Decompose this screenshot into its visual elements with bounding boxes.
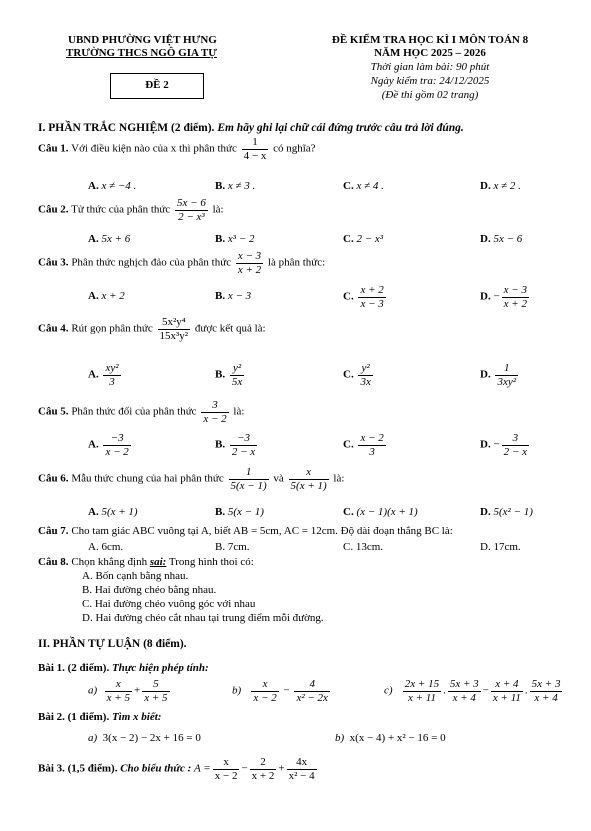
fraction [358,362,372,388]
question-label: Câu 1. [38,142,69,155]
option-value: x ≠ 3 . [227,180,256,192]
option-value: x ≠ −4 . [101,180,137,192]
option-letter: D. [480,368,491,381]
fraction [158,316,191,342]
option-letter: C. [343,506,354,518]
dot-operator: . [443,684,446,697]
part-label: a) [88,732,98,744]
denominator: x − 2 [253,691,277,704]
option-letter: D. [480,506,491,518]
exercise-3 [38,756,319,782]
denominator: 15x³y² [159,329,189,342]
operator: − [482,684,489,697]
question-label: Câu 5. [38,405,69,418]
q3-option-b [215,290,251,303]
operator: + [278,762,285,775]
denominator: x + 2 [237,263,262,276]
question-8 [38,556,254,569]
denominator: x + 11 [492,691,521,704]
fraction [287,756,317,782]
option-value: x ≠ 4 . [356,180,384,192]
question-tail: là: [333,472,345,485]
question-6 [38,466,344,492]
numerator: x + 2 [360,284,384,296]
exercise-1-heading [38,662,209,675]
q1-option-a [88,180,136,193]
numerator: y² [230,362,244,376]
question-label: Câu 7. [38,525,69,537]
section1-heading-line [38,122,464,135]
option-letter: D. [480,233,491,245]
fraction [230,432,257,458]
denominator: 3x [360,375,371,388]
q4-option-c [343,362,375,388]
numerator: x − 2 [360,432,384,444]
numerator: −3 [230,432,257,446]
q2-option-b [215,233,254,246]
numerator: 5x²y⁴ [158,316,191,330]
option-letter: C. [343,180,354,192]
q6-option-b [215,506,264,519]
exercise-2b [335,732,446,745]
fraction [358,284,385,310]
fraction [213,756,240,782]
question-label: Câu 6. [38,472,69,485]
fraction [502,284,529,310]
exercise-task: Cho biểu thức : [120,762,192,775]
fraction [230,362,244,388]
numerator: 5x − 6 [177,197,206,209]
fraction [242,136,269,162]
exercise-1c [384,678,564,704]
option-value: 2 − x³ [356,233,384,245]
q1-option-c [343,180,384,193]
part-label: b) [335,732,345,744]
fraction [495,362,518,388]
option-value: 5(x − 1) [227,506,264,518]
q5-option-d [480,432,531,458]
question-text: Với điều kiện nào của x thì phân thức [71,142,237,155]
denominator: 3xy² [497,375,517,388]
fraction [250,756,277,782]
denominator: 2 − x [231,445,256,458]
numerator: −3 [103,432,130,446]
denominator: x + 5 [106,691,130,704]
numerator: 3 [201,399,228,413]
q4-option-a [88,362,123,388]
exercise-label: Bài 3. (1,5 điểm). [38,762,118,775]
exercise-label: Bài 1. (2 điểm). [38,662,110,674]
numerator: x [251,678,278,692]
page-count-note: (Đề thi gồm 02 trang) [381,89,479,101]
denominator: 4 − x [243,149,267,162]
numerator: 1 [242,136,269,150]
question-text-post: Trong hình thoi có: [168,556,254,568]
option-value: x − 3 [227,290,252,302]
numerator: x [105,678,132,692]
exercise-2a [88,732,201,745]
q4-option-b [215,362,246,388]
exercise-1b [232,678,332,704]
section1-heading: I. PHẦN TRẮC NGHIỆM (2 điểm). [38,122,215,134]
question-tail: có nghĩa? [273,142,316,155]
exam-date: Ngày kiểm tra: 24/12/2025 [370,75,490,87]
option-letter: B. [215,506,226,518]
question-text: Mẫu thức chung của hai phân thức [71,472,224,485]
denominator: x + 2 [503,297,527,310]
option-letter: A. [88,506,99,518]
question-label: Câu 2. [38,203,69,216]
q8-option-b: B. Hai đường chéo bằng nhau. [82,584,217,596]
numerator: x [289,466,329,480]
exercise-task: Thực hiện phép tính: [111,662,209,674]
fraction [105,678,132,704]
numerator: 5x + 3 [449,678,479,690]
q3-option-c [343,284,388,310]
q8-option-c: C. Hai đường chéo vuông góc với nhau [82,598,256,610]
equation: 3(x − 2) − 2x + 16 = 0 [102,732,201,744]
q2-option-a [88,233,130,246]
exam-title: ĐỀ KIỂM TRA HỌC KÌ I MÔN TOÁN 8 [331,34,529,46]
denominator: x − 2 [105,445,129,458]
option-letter: B. [215,438,226,451]
section2-heading: II. PHẦN TỰ LUẬN (8 điểm). [38,638,187,650]
question-tail: là: [212,203,224,216]
part-label: b) [232,684,242,697]
operator: − [241,762,248,775]
fraction [502,432,529,458]
numerator: 1 [495,362,518,376]
option-letter: D. [480,438,491,451]
exercise-1a [88,678,172,704]
exam-code: ĐỀ 2 [145,79,169,91]
fraction [294,678,330,704]
fraction [289,466,329,492]
option-letter: A. [88,180,99,192]
denominator: x² − 4 [288,769,315,782]
numerator: 4x [287,756,317,770]
denominator: x + 2 [251,769,275,782]
question-4 [38,316,266,342]
numerator: x [213,756,240,770]
option-sign: − [493,438,500,451]
numerator: x − 3 [503,284,527,296]
numerator: xy² [105,362,119,374]
option-letter: C. [343,368,354,381]
question-tail: được kết quả là: [194,322,266,335]
denominator: x − 2 [203,412,227,425]
fraction [251,678,278,704]
operator: + [133,684,141,697]
q5-option-b [215,432,259,458]
option-letter: C. [343,438,354,451]
numerator: 1 [229,466,269,480]
option-letter: C. [343,290,354,303]
exercise-2-heading [38,711,161,724]
option-value: x³ − 2 [227,233,255,245]
option-letter: A. [88,438,99,451]
option-value: x ≠ 2 . [493,180,521,192]
q2-option-c [343,233,383,246]
denominator: x² − 2x [296,691,328,704]
fraction [103,362,120,388]
question-tail: là phân thức: [267,256,326,269]
question-label: Câu 8. [38,556,69,568]
option-value: 5x − 6 [493,233,523,245]
fraction [103,432,130,458]
school-district: UBND PHƯỜNG VIỆT HƯNG [68,34,217,46]
exam-duration: Thời gian làm bài: 90 phút [370,61,490,73]
equation: x(x − 4) + x² − 16 = 0 [349,732,446,744]
q6-option-a [88,506,138,519]
option-letter: D. [480,290,491,303]
fraction [448,678,481,704]
question-label: Câu 3. [38,256,69,269]
denominator: x + 5 [144,691,168,704]
question-2 [38,197,224,223]
denominator: x + 4 [534,691,558,704]
numerator: 5x + 3 [531,678,561,690]
q2-option-d [480,233,522,246]
option-value: 5(x + 1) [101,506,138,518]
option-letter: B. [215,368,226,381]
question-text: Chọn khẳng định [71,556,148,568]
denominator: x − 3 [360,297,384,310]
question-emphasis: sai: [149,556,167,568]
q5-option-c [343,432,388,458]
denominator: x + 4 [452,691,476,704]
denominator: x − 2 [214,769,238,782]
q7-option-b: B. 7cm. [215,541,250,553]
denominator: 3 [369,445,375,458]
fraction [229,466,269,492]
q8-option-d: D. Hai đường chéo cắt nhau tại trung điểm mỗi đường. [82,612,324,624]
numerator: 2x + 15 [404,678,440,690]
option-letter: D. [480,180,491,192]
q6-option-d [480,506,533,519]
section1-instruction: Em hãy ghi lại chữ cái đứng trước câu trả lời đúng. [217,122,464,134]
numerator: 2 [250,756,277,770]
q5-option-a [88,432,133,458]
question-tail: là: [233,405,245,418]
q6-option-c [343,506,418,519]
question-text: Cho tam giác ABC vuông tại A, biết AB = 5cm, AC = 12cm. Độ dài đoạn thẳng BC là: [71,525,453,537]
option-letter: A. [88,368,99,381]
question-5 [38,399,244,425]
fraction [142,678,169,704]
q4-option-d [480,362,520,388]
q7-option-c: C. 13cm. [343,541,384,553]
question-text: Phân thức nghịch đảo của phân thức [71,256,232,269]
option-letter: C. [343,233,354,245]
question-text: Tử thức của phân thức [71,203,171,216]
denominator: 5x [231,375,243,388]
fraction [403,678,441,704]
denominator: 5(x − 1) [230,479,267,492]
option-letter: B. [215,290,226,302]
q1-option-b [215,180,255,193]
exercise-task: Tìm x biết: [111,711,162,723]
option-value: (x − 1)(x + 1) [356,506,418,518]
option-letter: B. [215,180,226,192]
denominator: 3 [109,375,115,388]
exercise-label: Bài 2. (1 điểm). [38,711,110,723]
option-value: x + 2 [101,290,125,302]
option-value: 5(x² − 1) [493,506,533,518]
question-3 [38,250,325,276]
question-label: Câu 4. [38,322,69,335]
q1-option-d [480,180,521,193]
school-year: NĂM HỌC 2025 – 2026 [374,47,486,59]
conjunction: và [273,472,284,485]
part-label: a) [88,684,98,697]
fraction [236,250,263,276]
denominator: 2 − x³ [178,210,205,223]
numerator: 3 [502,432,529,446]
numerator: 5 [142,678,169,692]
operator: − [283,684,290,697]
fraction [530,678,563,704]
q3-option-a [88,290,125,303]
option-letter: B. [215,233,226,245]
fraction [491,678,523,704]
fraction [201,399,228,425]
fraction [175,197,208,223]
denominator: 2 − x [503,445,527,458]
numerator: y² [358,362,372,376]
q8-option-a: A. Bốn cạnh bằng nhau. [82,570,189,582]
fraction [358,432,385,458]
question-7 [38,525,453,538]
numerator: 4 [294,678,330,692]
numerator: x + 4 [491,678,523,692]
option-letter: A. [88,290,99,302]
option-value: 5x + 6 [101,233,131,245]
part-label: c) [384,684,393,697]
q3-option-d [480,284,531,310]
denominator: x + 11 [407,691,436,704]
school-name: TRƯỜNG THCS NGÔ GIA TỰ [66,47,217,59]
expression-lhs: A = [194,762,211,775]
numerator: x − 3 [237,250,262,262]
question-text: Phân thức đối của phân thức [71,405,197,418]
dot-operator: . [524,684,528,697]
question-1 [38,136,316,162]
option-sign: − [493,290,500,303]
denominator: 5(x + 1) [290,479,327,492]
option-letter: A. [88,233,99,245]
question-text: Rút gọn phân thức [71,322,153,335]
q7-option-a: A. 6cm. [88,541,124,553]
q7-option-d: D. 17cm. [480,541,521,553]
